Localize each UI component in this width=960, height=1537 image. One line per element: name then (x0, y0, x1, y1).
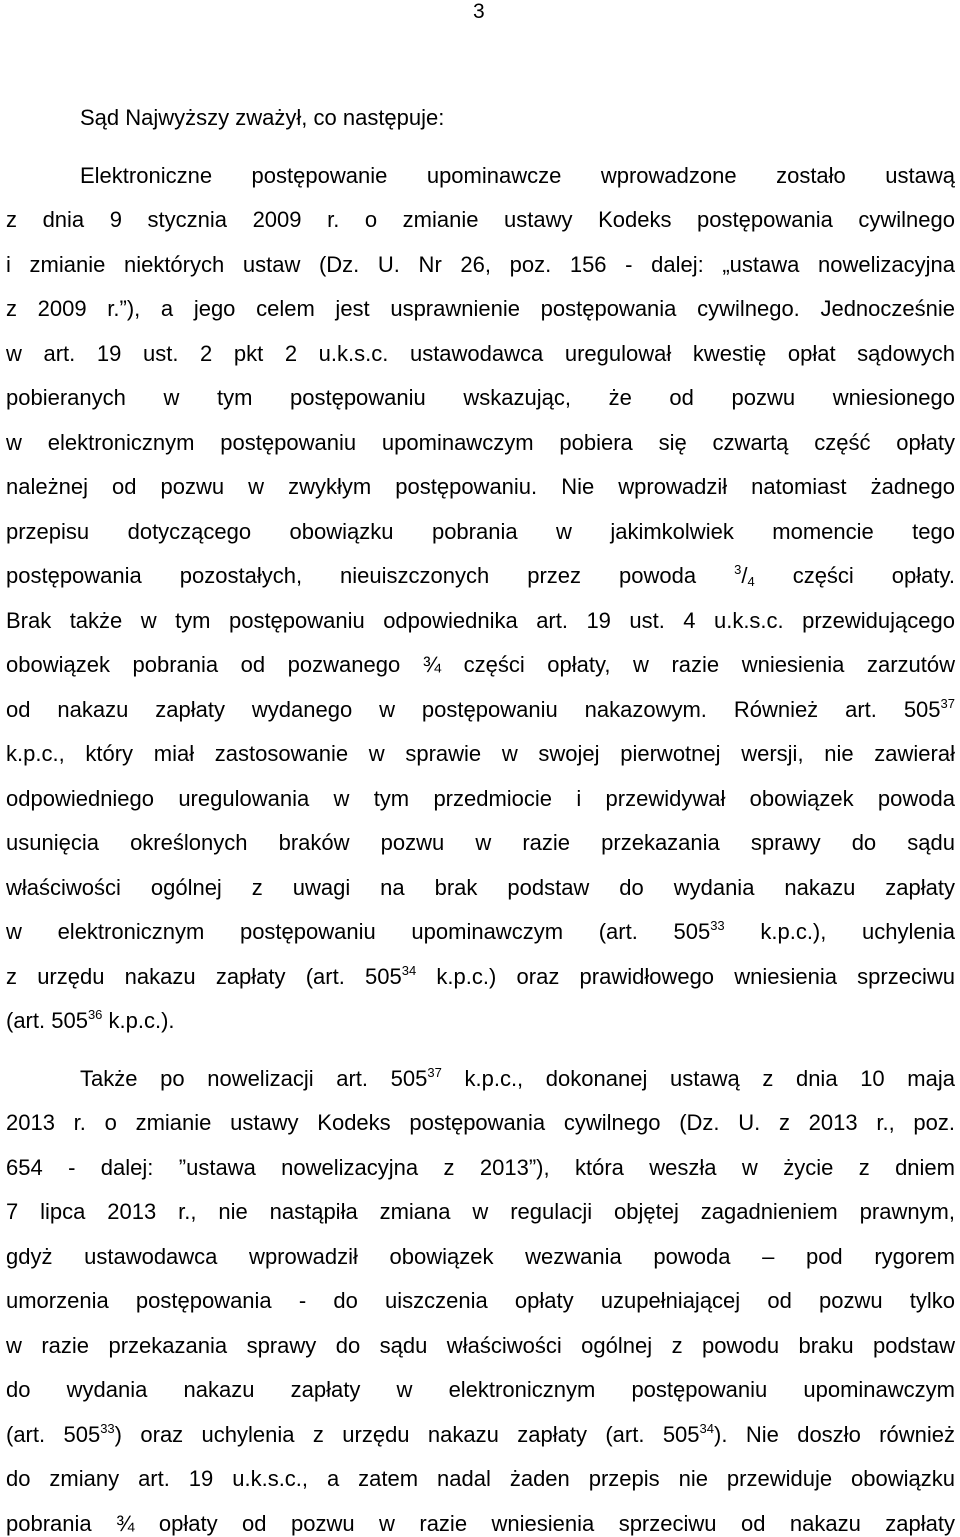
fraction: $^3/_4$ (734, 562, 755, 589)
text-line (6, 1422, 955, 1448)
text-line: z 2009 r.”), a jego celem jest usprawnienie postępowania cywilnego. Jednocześnie (6, 296, 955, 321)
text-line: 7 lipca 2013 r., nie nastąpiła zmiana w regulacji objętej zagadnieniem prawnym, (6, 1199, 955, 1224)
text-line: gdyż ustawodawca wprowadził obowiązek wezwania powoda – pod rygorem (6, 1244, 955, 1269)
text-line: odpowiedniego uregulowania w tym przedmiocie i przewidywał obowiązek powoda (6, 786, 955, 811)
text-line: pobrania ¾ opłaty od pozwu w razie wniesienia sprzeciwu od nakazu zapłaty (6, 1511, 955, 1536)
fraction-numerator: 3 (734, 562, 742, 577)
text-line: przepisu dotyczącego obowiązku pobrania w jakimkolwiek momencie tego (6, 519, 955, 544)
article-superscript: 33 (100, 1421, 115, 1436)
article-superscript: 34 (401, 963, 417, 978)
fraction-denominator: 4 (747, 574, 755, 589)
text-line (6, 919, 955, 945)
text-line: należnej od pozwu w zwykłym postępowaniu. Nie wprowadził natomiast żadnego (6, 474, 955, 499)
text-line: z dnia 9 stycznia 2009 r. o zmianie ustawy Kodeks postępowania cywilnego (6, 207, 955, 232)
text-line: w art. 19 ust. 2 pkt 2 u.k.s.c. ustawodawca uregulował kwestię opłat sądowych (6, 341, 955, 366)
text-segment: k.p.c., dokonanej ustawą z dnia 10 maja (464, 1066, 955, 1091)
page-number: 3 (473, 0, 485, 23)
text-line: obowiązek pobrania od pozwanego ¾ części opłaty, w razie wniesienia zarzutów (6, 652, 955, 677)
text-line: 654 - dalej: ”ustawa nowelizacyjna z 2013”), która weszła w życie z dniem (6, 1155, 955, 1180)
text-line (80, 1066, 955, 1092)
text-segment: w elektronicznym postępowaniu upominawczym (art. 505 (6, 919, 711, 944)
section-heading: Sąd Najwyższy zważył, co następuje: (80, 105, 445, 130)
text-segment: k.p.c.), uchylenia (760, 919, 956, 944)
text-segment: z urzędu nakazu zapłaty (art. 505 (6, 964, 402, 989)
text-line: do zmiany art. 19 u.k.s.c., a zatem nadal żaden przepis nie przewiduje obowiązku (6, 1466, 955, 1491)
text-segment: Także po nowelizacji art. 505 (80, 1066, 428, 1091)
text-line (6, 1008, 955, 1034)
text-line: do wydania nakazu zapłaty w elektronicznym postępowaniu upominawczym (6, 1377, 955, 1402)
text-segment: (art. 505 (6, 1422, 101, 1447)
text-line: w razie przekazania sprawy do sądu właściwości ogólnej z powodu braku podstaw (6, 1333, 955, 1358)
text-line: k.p.c., który miał zastosowanie w sprawie w swojej pierwotnej wersji, nie zawierał (6, 741, 955, 766)
text-line: i zmianie niektórych ustaw (Dz. U. Nr 26, poz. 156 - dalej: „ustawa nowelizacyjna (6, 252, 955, 277)
article-superscript: 37 (940, 696, 955, 711)
text-segment: (art. 505 (6, 1008, 88, 1033)
text-segment: od nakazu zapłaty wydanego w postępowaniu nakazowym. Również art. 505 (6, 697, 941, 722)
text-line: umorzenia postępowania - do uiszczenia opłaty uzupełniającej od pozwu tylko (6, 1288, 955, 1313)
text-line (6, 697, 955, 723)
text-line: 2013 r. o zmianie ustawy Kodeks postępowania cywilnego (Dz. U. z 2013 r., poz. (6, 1110, 955, 1135)
article-superscript: 33 (710, 918, 725, 933)
text-line: Elektroniczne postępowanie upominawcze wprowadzone zostało ustawą (80, 163, 955, 188)
text-segment: postępowania pozostałych, nieuiszczonych przez powoda (6, 563, 697, 588)
text-segment: ) oraz uchylenia z urzędu nakazu zapłaty (art. 505 (114, 1422, 700, 1447)
article-superscript: 37 (427, 1065, 442, 1080)
text-line: usunięcia określonych braków pozwu w razie przekazania sprawy do sądu (6, 830, 955, 855)
article-superscript: 34 (699, 1421, 714, 1436)
text-line: właściwości ogólnej z uwagi na brak podstaw do wydania nakazu zapłaty (6, 875, 955, 900)
text-segment: k.p.c.). (108, 1008, 175, 1033)
text-line (6, 563, 955, 589)
text-line (6, 964, 955, 990)
text-line: w elektronicznym postępowaniu upominawczym pobiera się czwartą część opłaty (6, 430, 955, 455)
text-segment: części opłaty. (792, 563, 955, 588)
text-line: pobieranych w tym postępowaniu wskazując, że od pozwu wniesionego (6, 385, 955, 410)
text-segment: k.p.c.) oraz prawidłowego wniesienia sprzeciwu (436, 964, 955, 989)
text-line: Brak także w tym postępowaniu odpowiednika art. 19 ust. 4 u.k.s.c. przewidującego (6, 608, 955, 633)
article-superscript: 36 (87, 1007, 103, 1022)
text-segment: ). Nie doszło również (714, 1422, 955, 1447)
